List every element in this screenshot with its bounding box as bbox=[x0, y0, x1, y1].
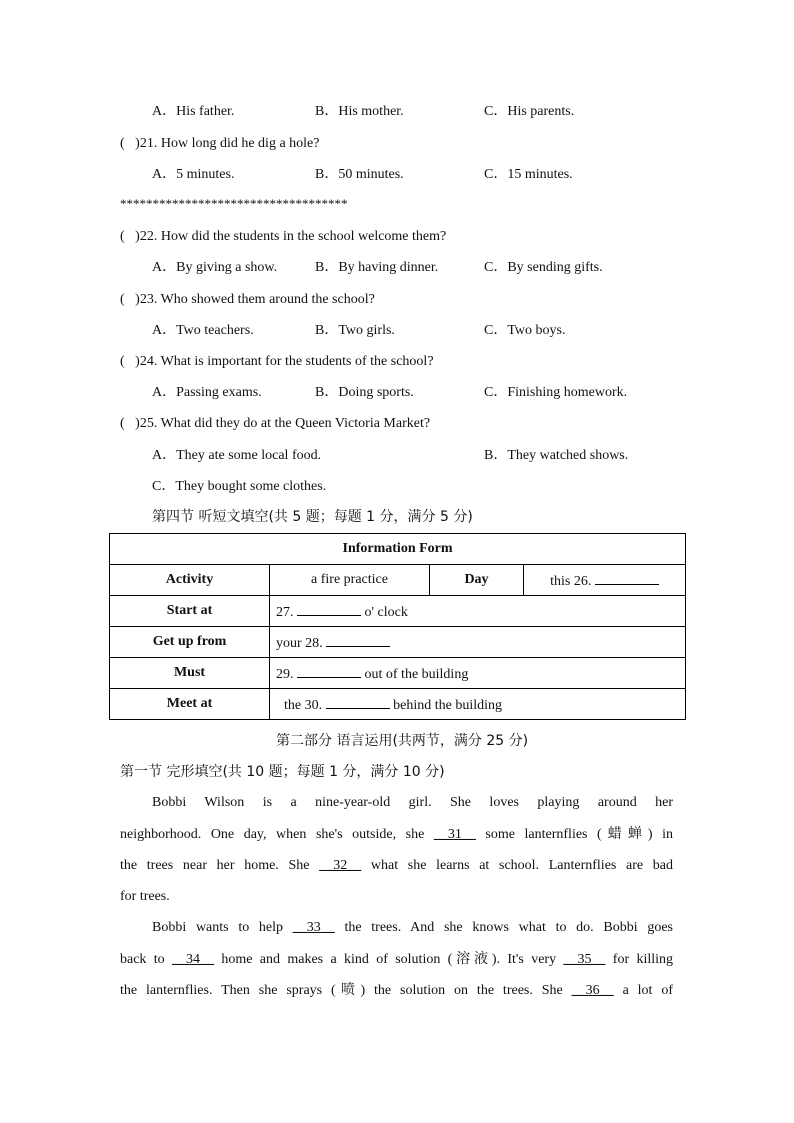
part2-section1-title: 第一节 完形填空(共 10 题；每题 1 分，满分 10 分) bbox=[120, 764, 445, 780]
start-value-prefix: 27. bbox=[276, 605, 294, 620]
blank-26[interactable] bbox=[595, 570, 659, 585]
q24-option-a: A．Passing exams. bbox=[152, 385, 262, 400]
q20-option-c: C．His parents. bbox=[484, 104, 575, 119]
q22-option-a: A．By giving a show. bbox=[152, 260, 278, 275]
passage-text: home and makes a kind of solution (溶液). It's very bbox=[221, 952, 557, 967]
question-24 bbox=[120, 352, 434, 372]
separator-stars: *********************************** bbox=[120, 196, 348, 211]
passage-text: back to bbox=[120, 952, 165, 967]
answer-paren-open: ( bbox=[120, 136, 125, 151]
question-number: )22. bbox=[135, 229, 158, 244]
q21-option-b: B．50 minutes. bbox=[315, 167, 404, 182]
table-row bbox=[110, 534, 686, 565]
getup-value-prefix: your 28. bbox=[276, 636, 323, 651]
passage-text: Bobbi wants to help bbox=[152, 920, 284, 935]
table-row bbox=[110, 627, 686, 658]
question-text: Who showed them around the school? bbox=[160, 292, 375, 307]
meet-cell bbox=[270, 689, 686, 720]
section4-title: 第四节 听短文填空(共 5 题；每题 1 分，满分 5 分) bbox=[152, 509, 473, 525]
start-label: Start at bbox=[110, 596, 270, 627]
q23-option-c: C．Two boys. bbox=[484, 323, 566, 338]
question-number: )25. bbox=[135, 416, 158, 431]
answer-paren-open: ( bbox=[120, 229, 125, 244]
part2-title: 第二部分 语言运用(共两节，满分 25 分) bbox=[276, 733, 529, 749]
activity-value: a fire practice bbox=[270, 565, 430, 596]
q21-option-c: C．15 minutes. bbox=[484, 167, 573, 182]
meet-value-prefix: the 30. bbox=[284, 698, 323, 713]
q24-option-c: C．Finishing homework. bbox=[484, 385, 628, 400]
question-number: )23. bbox=[135, 292, 158, 307]
answer-paren-open: ( bbox=[120, 416, 125, 431]
blank-34[interactable]: __34__ bbox=[172, 952, 214, 967]
passage-p1-line2 bbox=[120, 825, 673, 845]
blank-30[interactable] bbox=[326, 694, 390, 709]
q22-option-c: C．By sending gifts. bbox=[484, 260, 603, 275]
question-text: How did the students in the school welcome them? bbox=[160, 229, 447, 244]
passage-p2-line2 bbox=[120, 950, 673, 970]
answer-paren-open: ( bbox=[120, 292, 125, 307]
question-text: What did they do at the Queen Victoria Market? bbox=[160, 416, 431, 431]
getup-label: Get up from bbox=[110, 627, 270, 658]
passage-text: what she learns at school. Lanternflies are bad bbox=[370, 858, 674, 873]
getup-cell bbox=[270, 627, 686, 658]
must-value-suffix: out of the building bbox=[364, 667, 469, 682]
passage-p2-line1 bbox=[120, 918, 673, 938]
question-22 bbox=[120, 227, 446, 247]
q25-option-c: C．They bought some clothes. bbox=[152, 479, 327, 494]
form-title: Information Form bbox=[110, 534, 686, 565]
start-value-suffix: o' clock bbox=[364, 605, 408, 620]
q24-option-b: B．Doing sports. bbox=[315, 385, 414, 400]
question-25 bbox=[120, 414, 430, 434]
meet-value-suffix: behind the building bbox=[393, 698, 502, 713]
passage-p1-line3 bbox=[120, 856, 673, 876]
q25-option-a: A．They ate some local food. bbox=[152, 448, 322, 463]
blank-31[interactable]: __31__ bbox=[433, 827, 476, 842]
question-number: )24. bbox=[135, 354, 158, 369]
must-label: Must bbox=[110, 658, 270, 689]
answer-paren-open: ( bbox=[120, 354, 125, 369]
passage-p2-line3 bbox=[120, 981, 673, 1001]
table-row bbox=[110, 565, 686, 596]
blank-35[interactable]: __35__ bbox=[563, 952, 606, 967]
q20-option-a: A．His father. bbox=[152, 104, 235, 119]
meet-label: Meet at bbox=[110, 689, 270, 720]
question-text: What is important for the students of the school? bbox=[160, 354, 434, 369]
q21-option-a: A．5 minutes. bbox=[152, 167, 235, 182]
day-value-prefix: this 26. bbox=[550, 574, 592, 589]
question-text: How long did he dig a hole? bbox=[160, 136, 320, 151]
question-21 bbox=[120, 134, 319, 154]
table-row bbox=[110, 658, 686, 689]
passage-p1-line1: Bobbi Wilson is a nine-year-old girl. She loves playing around her bbox=[152, 795, 673, 810]
blank-32[interactable]: __32__ bbox=[319, 858, 362, 873]
start-cell bbox=[270, 596, 686, 627]
q20-option-b: B．His mother. bbox=[315, 104, 404, 119]
blank-29[interactable] bbox=[297, 663, 361, 678]
passage-text: the trees near her home. She bbox=[120, 858, 310, 873]
q23-option-a: A．Two teachers. bbox=[152, 323, 254, 338]
q22-option-b: B．By having dinner. bbox=[315, 260, 439, 275]
blank-33[interactable]: __33__ bbox=[292, 920, 335, 935]
passage-text: the trees. And she knows what to do. Bobbi goes bbox=[344, 920, 673, 935]
blank-36[interactable]: __36__ bbox=[571, 983, 614, 998]
table-row bbox=[110, 596, 686, 627]
blank-27[interactable] bbox=[297, 601, 361, 616]
passage-p1-line4: for trees. bbox=[120, 889, 170, 904]
day-label: Day bbox=[430, 565, 524, 596]
information-form-table bbox=[109, 533, 686, 720]
question-number: )21. bbox=[135, 136, 158, 151]
question-23 bbox=[120, 290, 375, 310]
passage-text: some lanternflies (蜡蝉) in bbox=[485, 827, 673, 842]
q25-option-b: B．They watched shows. bbox=[484, 448, 629, 463]
activity-label: Activity bbox=[110, 565, 270, 596]
passage-text: a lot of bbox=[622, 983, 674, 998]
q23-option-b: B．Two girls. bbox=[315, 323, 395, 338]
must-value-prefix: 29. bbox=[276, 667, 294, 682]
must-cell bbox=[270, 658, 686, 689]
day-cell bbox=[524, 565, 686, 596]
passage-text: neighborhood. One day, when she's outside, she bbox=[120, 827, 425, 842]
table-row bbox=[110, 689, 686, 720]
passage-text: for killing bbox=[612, 952, 674, 967]
blank-28[interactable] bbox=[326, 632, 390, 647]
passage-text: the lanternflies. Then she sprays (喷) the solution on the trees. She bbox=[120, 983, 563, 998]
